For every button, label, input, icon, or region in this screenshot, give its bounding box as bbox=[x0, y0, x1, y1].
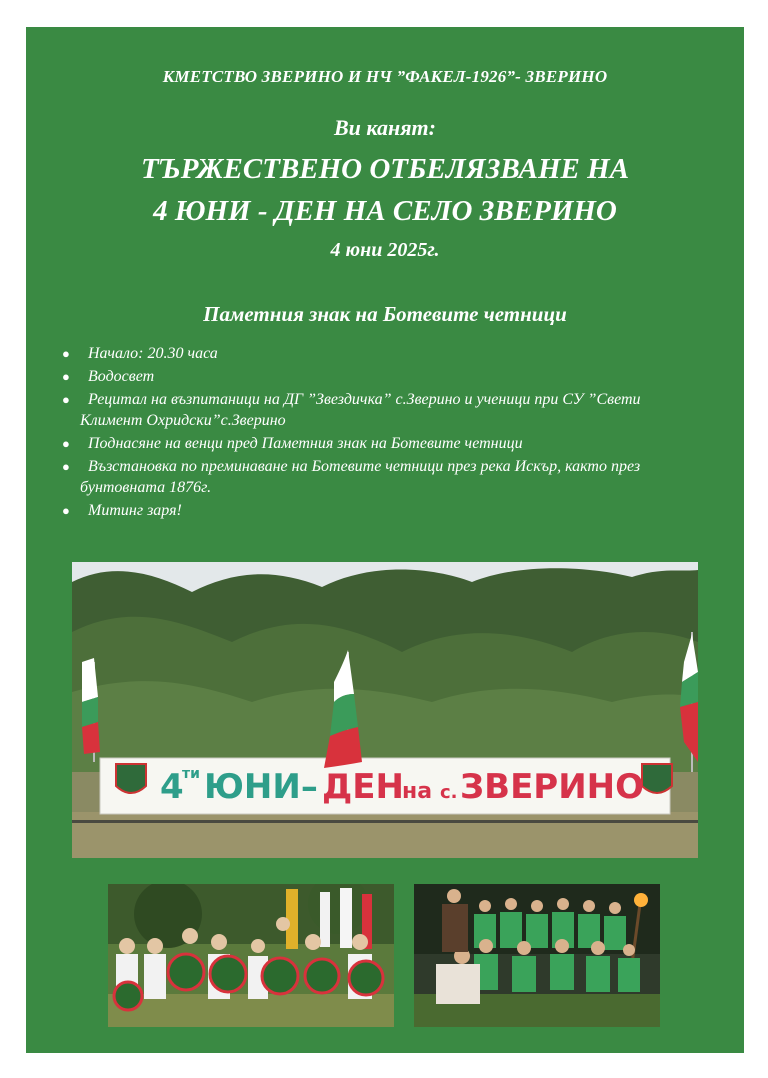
program-item bbox=[60, 366, 720, 387]
program-item bbox=[60, 500, 720, 521]
invitation-poster bbox=[26, 27, 744, 1053]
program-item-text: Поднасяне на венци пред Паметния знак на Ботевите четници bbox=[88, 435, 523, 452]
banner-preposition: на bbox=[402, 779, 433, 804]
program-item-text-continued: Климент Охридски”с.Зверино bbox=[80, 412, 286, 429]
banner-superscript: ти bbox=[182, 766, 200, 782]
bullet-icon: ● bbox=[62, 369, 70, 384]
organizers-line: КМЕТСТВО ЗВЕРИНО И НЧ ”ФАКЕЛ-1926”- ЗВЕРИНО bbox=[162, 67, 608, 86]
event-title-line-1: ТЪРЖЕСТВЕНО ОТБЕЛЯЗВАНЕ НА bbox=[140, 153, 630, 185]
program-item bbox=[60, 389, 720, 431]
program-item bbox=[60, 343, 720, 364]
bullet-icon: ● bbox=[62, 436, 70, 451]
program-item-text: Начало: 20.30 часа bbox=[88, 345, 218, 362]
banner-village-prefix: с. bbox=[440, 782, 458, 803]
program-item-text: Митинг заря! bbox=[88, 502, 182, 519]
banner-month: ЮНИ– bbox=[204, 767, 318, 807]
reenactors-photo bbox=[414, 884, 660, 1027]
memorial-banner-photo bbox=[72, 562, 698, 858]
program-item-text: Възстановка по преминаване на Ботевите четници през река Искър, както през bbox=[88, 458, 641, 475]
wreath-children-photo bbox=[108, 884, 394, 1027]
bullet-icon: ● bbox=[62, 503, 70, 518]
program-item bbox=[60, 456, 720, 498]
banner-village-name: ЗВЕРИНО bbox=[460, 767, 645, 807]
bullet-icon: ● bbox=[62, 346, 70, 361]
program-item-text: Водосвет bbox=[88, 368, 155, 385]
program-item-text: Рецитал на възпитаници на ДГ ”Звездичка” с.Зверино и ученици при СУ ”Свети bbox=[88, 391, 641, 408]
program-item-text-continued: бунтовната 1876г. bbox=[80, 479, 212, 496]
program-item bbox=[60, 433, 720, 454]
event-title-line-2: 4 ЮНИ - ДЕН НА СЕЛО ЗВЕРИНО bbox=[153, 195, 617, 227]
village-emblem-icon bbox=[116, 764, 146, 793]
village-emblem-icon bbox=[642, 764, 672, 793]
banner-number: 4 bbox=[160, 767, 184, 807]
bullet-icon: ● bbox=[62, 459, 70, 474]
program-list bbox=[60, 343, 720, 523]
banner-day-word: ДЕН bbox=[322, 767, 404, 807]
bullet-icon: ● bbox=[62, 392, 70, 407]
invite-line: Ви канят: bbox=[334, 115, 436, 140]
event-date: 4 юни 2025г. bbox=[330, 239, 440, 261]
event-venue: Паметния знак на Ботевите четници bbox=[203, 302, 567, 326]
